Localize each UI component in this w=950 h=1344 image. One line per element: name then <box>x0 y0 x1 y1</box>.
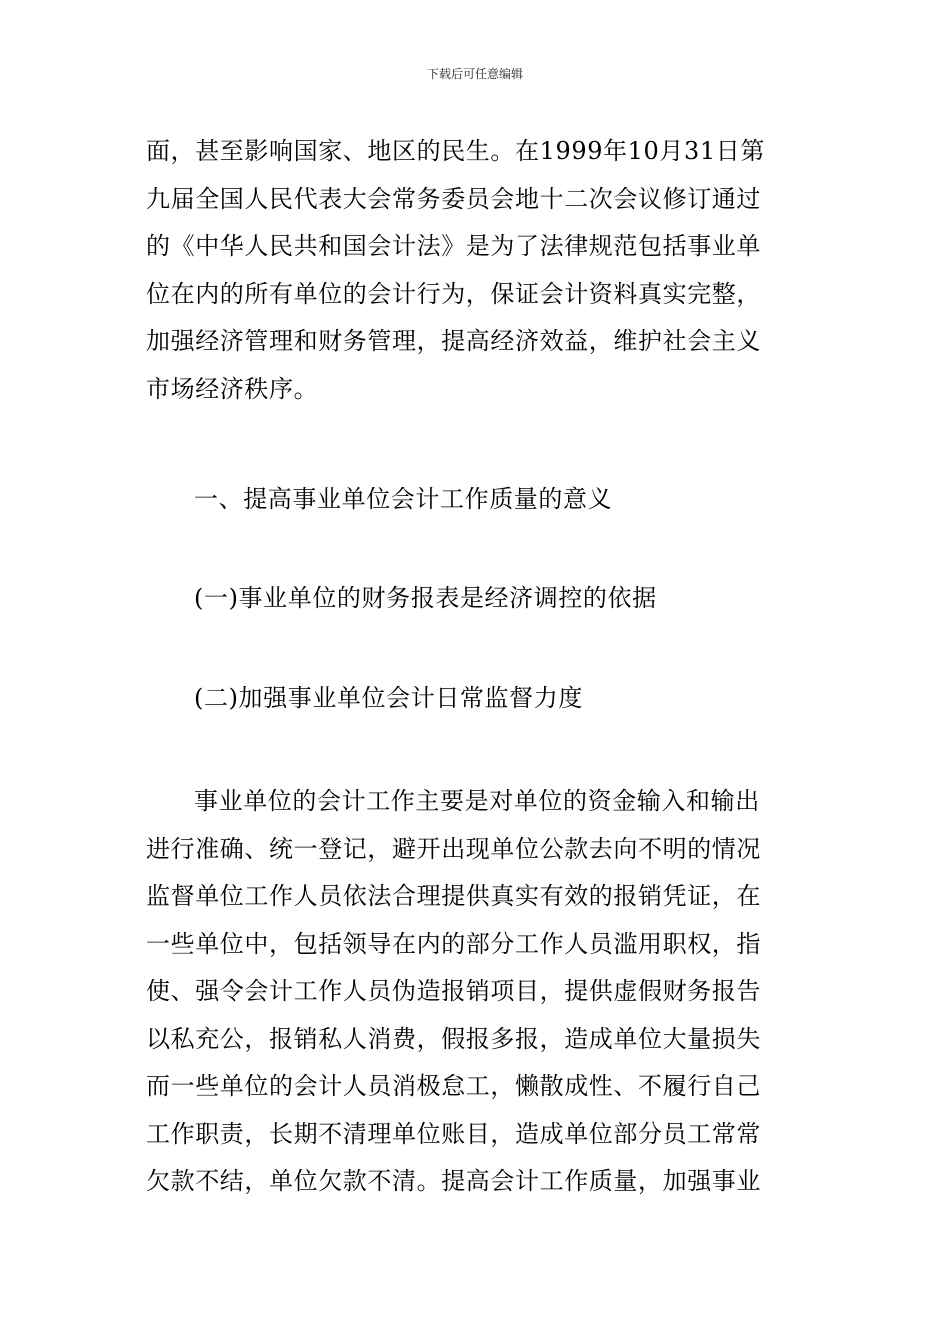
paragraph-line: 面，甚至影响国家、地区的民生。在1999年10月31日第 <box>146 137 765 165</box>
paragraph-line: 一些单位中，包括领导在内的部分工作人员滥用职权，指 <box>146 929 761 958</box>
subsection-heading: (一)事业单位的财务报表是经济调控的依据 <box>194 584 657 612</box>
section-heading: 一、提高事业单位会计工作质量的意义 <box>194 485 613 513</box>
paragraph-line: 而一些单位的会计人员消极怠工，懒散成性、不履行自己 <box>146 1072 761 1100</box>
paragraph-line: 九届全国人民代表大会常务委员会地十二次会议修订通过 <box>146 184 761 213</box>
paragraph-line: 使、强令会计工作人员伪造报销项目，提供虚假财务报告 <box>146 977 761 1005</box>
paragraph-1 <box>146 128 810 413</box>
paragraph-line: 监督单位工作人员依法合理提供真实有效的报销凭证，在 <box>146 882 761 910</box>
paragraph-line: 以私充公，报销私人消费，假报多报，造成单位大量损失 <box>146 1024 761 1053</box>
subsection-heading: (二)加强事业单位会计日常监督力度 <box>194 684 583 712</box>
paragraph-line: 加强经济管理和财务管理，提高经济效益，维护社会主义 <box>146 327 761 355</box>
paragraph-line: 进行准确、统一登记，避开出现单位公款去向不明的情况 <box>146 834 761 863</box>
paragraph-line: 工作职责，长期不清理单位账目，造成单位部分员工常常 <box>146 1119 761 1148</box>
paragraph-2 <box>146 778 810 1206</box>
paragraph-line: 的《中华人民共和国会计法》是为了法律规范包括事业单 <box>146 232 761 260</box>
paragraph-line: 市场经济秩序。 <box>146 374 319 403</box>
paragraph-line: 事业单位的会计工作主要是对单位的资金输入和输出 <box>194 787 760 815</box>
page-header: 下载后可任意编辑 <box>426 67 523 81</box>
paragraph-line: 位在内的所有单位的会计行为，保证会计资料真实完整， <box>146 279 761 308</box>
paragraph-line: 欠款不结，单位欠款不清。提高会计工作质量，加强事业 <box>146 1167 761 1195</box>
